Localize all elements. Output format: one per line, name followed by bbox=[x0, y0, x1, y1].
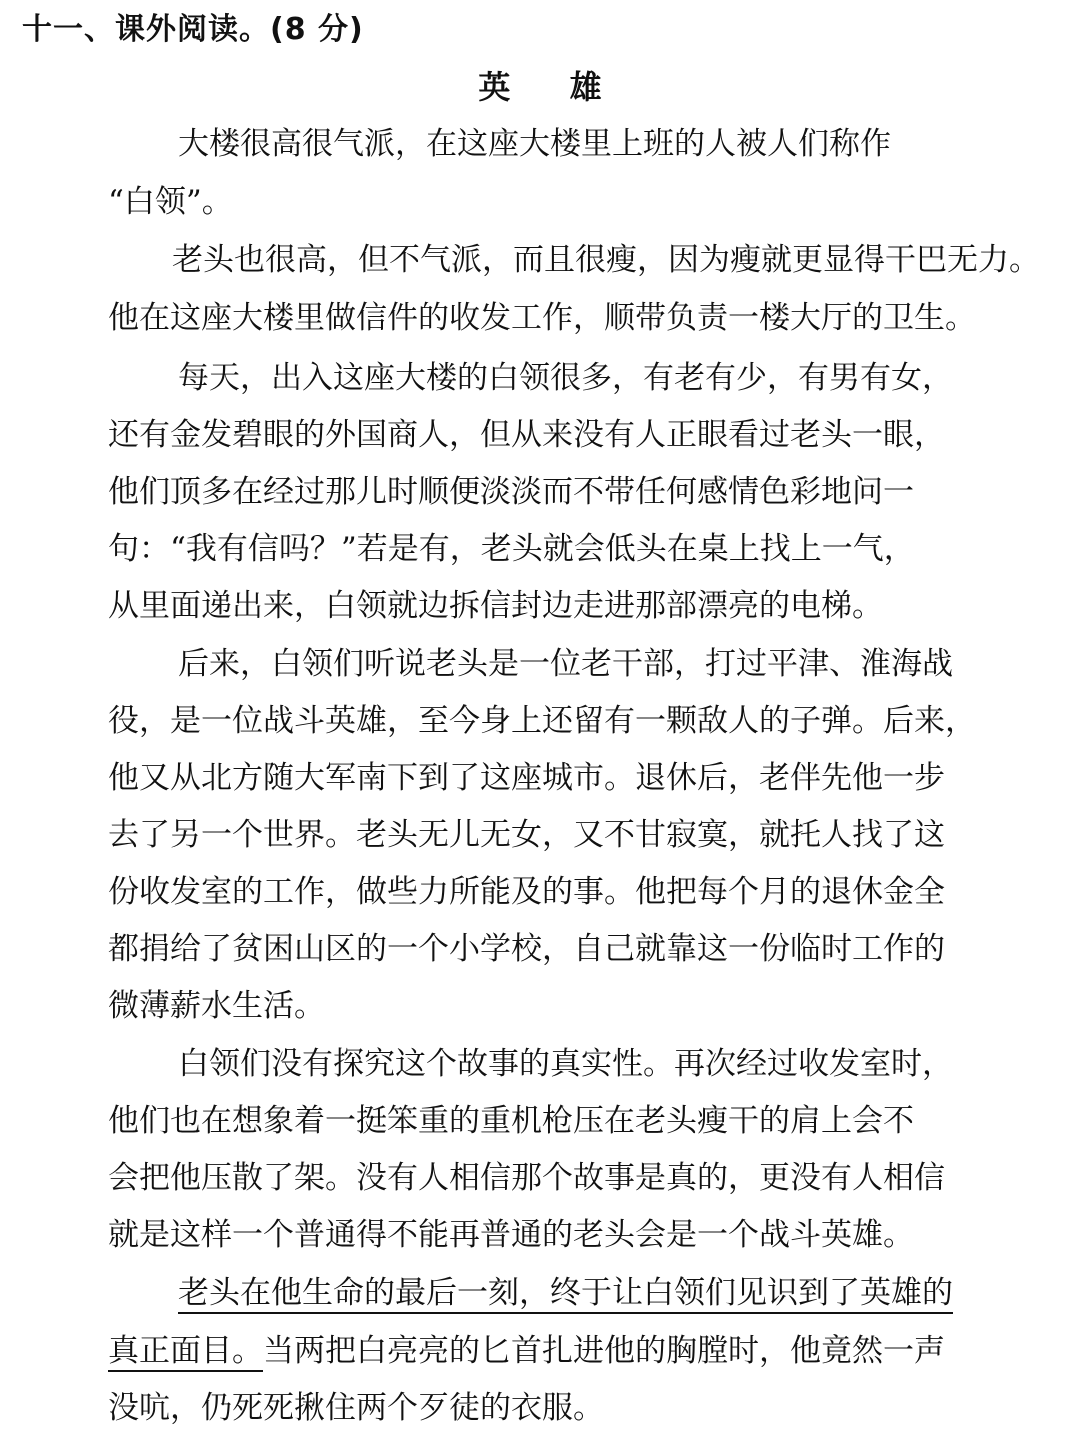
underlined-sentence-end: 真正面目。 bbox=[108, 1333, 263, 1372]
section-heading: 十一、课外阅读。(8 分) bbox=[22, 12, 364, 47]
text-line: 微薄薪水生活。 bbox=[108, 988, 325, 1024]
text-line: 役，是一位战斗英雄，至今身上还留有一颗敌人的子弹。后来， bbox=[108, 703, 976, 739]
underlined-sentence: 老头在他生命的最后一刻，终于让白领们见识到了英雄的 bbox=[178, 1275, 953, 1314]
text-line bbox=[178, 1271, 953, 1315]
text-line: 份收发室的工作，做些力所能及的事。他把每个月的退休金全 bbox=[108, 874, 945, 910]
text-line: 老头也很高，但不气派，而且很瘦，因为瘦就更显得干巴无力。 bbox=[172, 242, 1040, 278]
text-line: 去了另一个世界。老头无儿无女，又不甘寂寞，就托人找了这 bbox=[108, 817, 945, 853]
text-line: 大楼很高很气派，在这座大楼里上班的人被人们称作 bbox=[178, 126, 891, 162]
text-line: “白领”。 bbox=[108, 184, 233, 220]
text-line: 他又从北方随大军南下到了这座城市。退休后，老伴先他一步 bbox=[108, 760, 945, 796]
text-line bbox=[108, 1329, 945, 1373]
text-line: 他们也在想象着一挺笨重的重机枪压在老头瘦干的肩上会不 bbox=[108, 1103, 914, 1139]
text-line: 白领们没有探究这个故事的真实性。再次经过收发室时， bbox=[178, 1046, 953, 1082]
text-line: 就是这样一个普通得不能再普通的老头会是一个战斗英雄。 bbox=[108, 1217, 914, 1253]
text-line: 他在这座大楼里做信件的收发工作，顺带负责一楼大厅的卫生。 bbox=[108, 300, 976, 336]
text-line: 他们顶多在经过那儿时顺便淡淡而不带任何感情色彩地问一 bbox=[108, 474, 914, 510]
story-title: 英 雄 bbox=[478, 68, 626, 106]
text-line: 每天，出入这座大楼的白领很多，有老有少，有男有女， bbox=[178, 360, 953, 396]
text-line: 还有金发碧眼的外国商人，但从来没有人正眼看过老头一眼， bbox=[108, 417, 945, 453]
text-line: 从里面递出来，白领就边拆信封边走进那部漂亮的电梯。 bbox=[108, 588, 883, 624]
text-line: 会把他压散了架。没有人相信那个故事是真的，更没有人相信 bbox=[108, 1160, 945, 1196]
text-line: 没吭，仍死死揪住两个歹徒的衣服。 bbox=[108, 1390, 604, 1426]
text-line: 句：“我有信吗？”若是有，老头就会低头在桌上找上一气， bbox=[108, 531, 915, 567]
text-line: 都捐给了贫困山区的一个小学校，自己就靠这一份临时工作的 bbox=[108, 931, 945, 967]
text-line: 后来，白领们听说老头是一位老干部，打过平津、淮海战 bbox=[178, 646, 953, 682]
text-line-rest: 当两把白亮亮的匕首扎进他的胸膛时，他竟然一声 bbox=[263, 1333, 945, 1369]
